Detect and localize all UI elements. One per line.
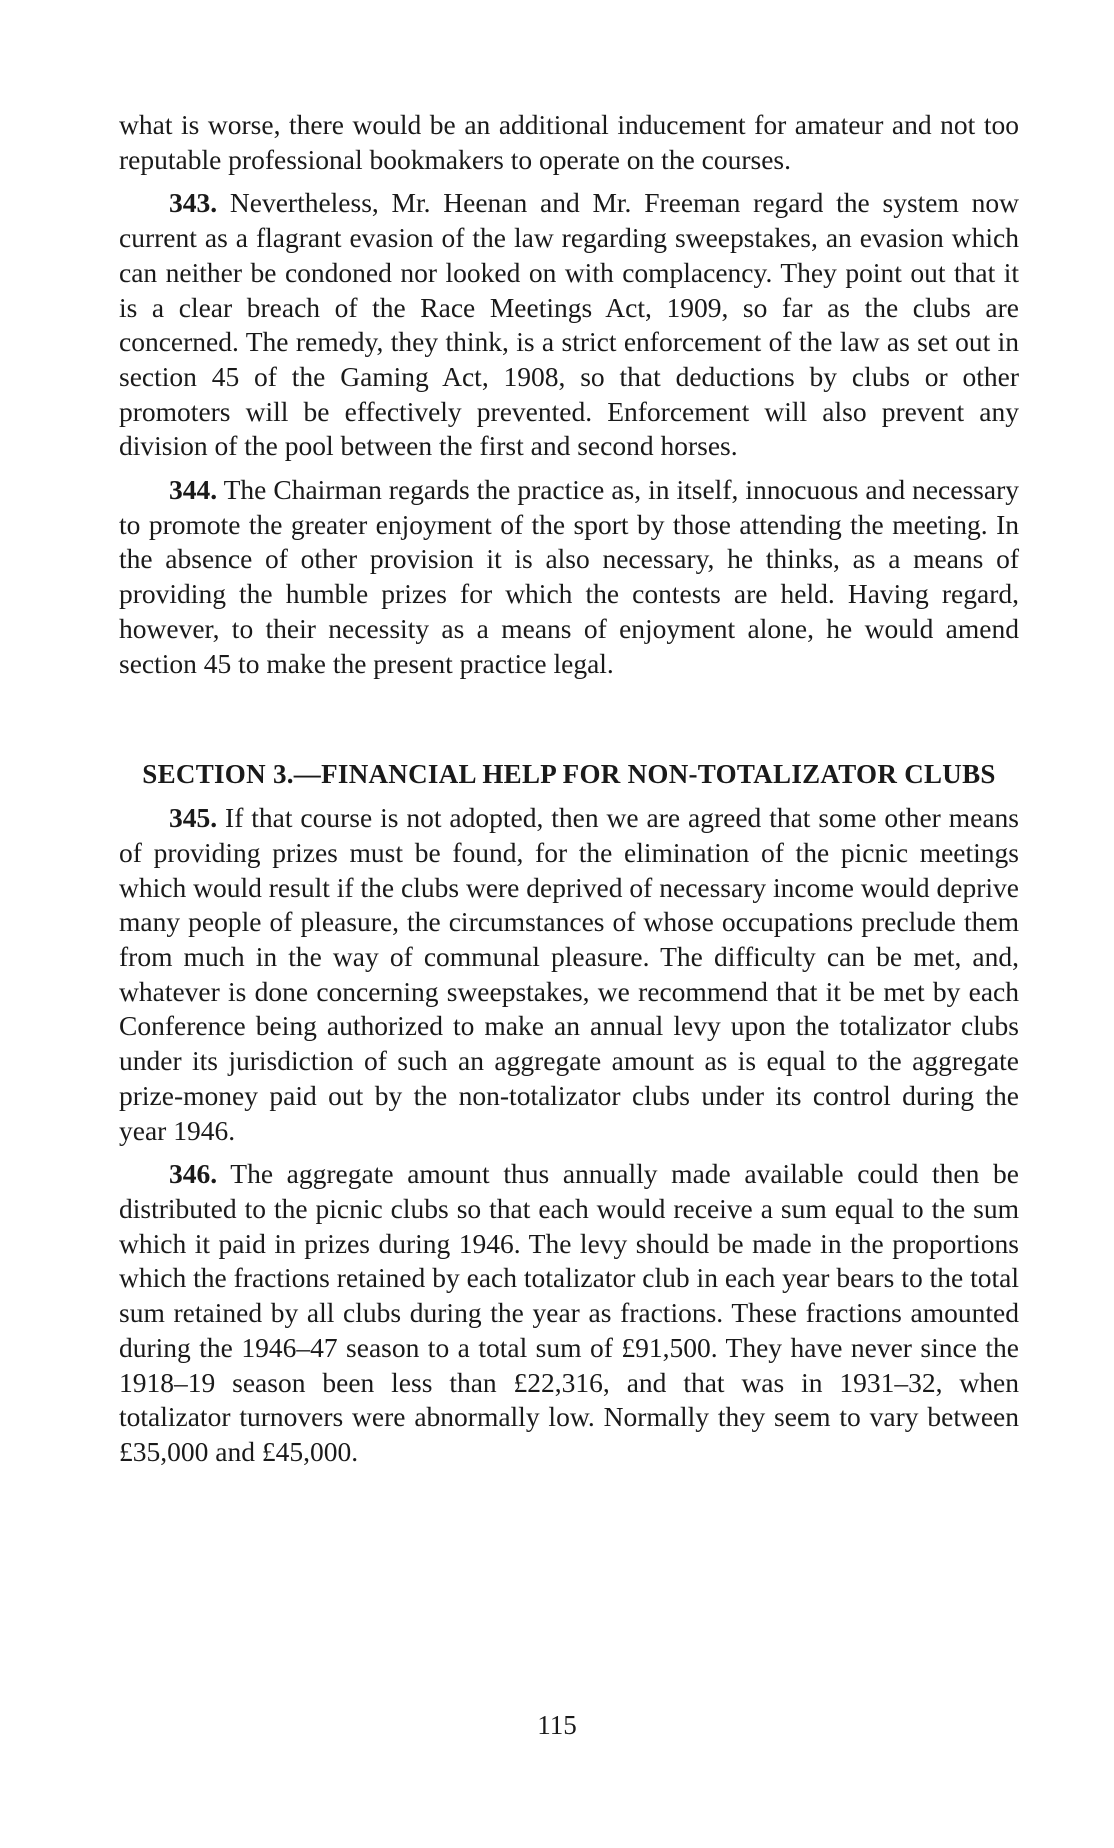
paragraph-text: Nevertheless, Mr. Heenan and Mr. Freeman regard the system now current as a flagrant evasion of the law regarding sweepstakes, an evasion which can neither be condoned nor looked on with complacency. They point out that it is a clear breach of the Race Meetings Act, 1909, so far as the clubs are concerned. The remedy, they think, is a strict enforcement of the law as set out in section 45 of the Gaming Act, 1908, so that deductions by clubs or other promoters will be effectively prevented. Enforcement will also prevent any division of the pool between the first and second horses.	[119, 187, 1019, 462]
section-heading: SECTION 3.—FINANCIAL HELP FOR NON-TOTALIZATOR CLUBS	[142, 759, 996, 790]
paragraph-text: The aggregate amount thus annually made available could then be distributed to the picnic clubs so that each would receive a sum equal to the sum which it paid in prizes during 1946. The levy should be made in the proportions which the fractions retained by each totalizator club in each year bears to the total sum retained by all clubs during the year as fractions. These fractions amounted during the 1946–47 season to a total sum of £91,500. They have never since the 1918–19 season been less than £22,316, and that was in 1931–32, when totalizator turnovers were abnormally low. Normally they seem to vary between £35,000 and £45,000.	[119, 1158, 1019, 1467]
paragraph-number: 345.	[169, 802, 218, 834]
paragraph-number: 344.	[169, 474, 218, 506]
paragraph-text: what is worse, there would be an additional inducement for amateur and not too reputable professional bookmakers to operate on the courses.	[119, 109, 1019, 175]
paragraph-343	[119, 186, 1019, 464]
page-body	[119, 108, 1019, 1470]
paragraph-number: 343.	[169, 187, 218, 219]
page-number: 115	[537, 1710, 577, 1740]
paragraph-345	[119, 801, 1019, 1148]
paragraph-continuation	[119, 108, 1019, 177]
paragraph-text: If that course is not adopted, then we are agreed that some other means of providing prizes must be found, for the elimination of the picnic meetings which would result if the clubs were deprived of necessary income would deprive many people of pleasure, the circumstances of whose occupations preclude them from much in the way of communal pleasure. The difficulty can be met, and, whatever is done concerning sweepstakes, we recommend that it be met by each Conference being authorized to make an annual levy upon the totalizator clubs under its jurisdiction of such an aggregate amount as is equal to the aggregate prize-money paid out by the non-totalizator clubs under its control during the year 1946.	[119, 802, 1019, 1146]
paragraph-346	[119, 1157, 1019, 1469]
paragraph-text: The Chairman regards the practice as, in itself, innocuous and necessary to promote the greater enjoyment of the sport by those attending the meeting. In the absence of other provision it is also necessary, he thinks, as a means of providing the humble prizes for which the contests are held. Having regard, however, to their necessity as a means of enjoyment alone, he would amend section 45 to make the present practice legal.	[119, 474, 1019, 679]
paragraph-344	[119, 473, 1019, 681]
paragraph-number: 346.	[169, 1158, 218, 1190]
